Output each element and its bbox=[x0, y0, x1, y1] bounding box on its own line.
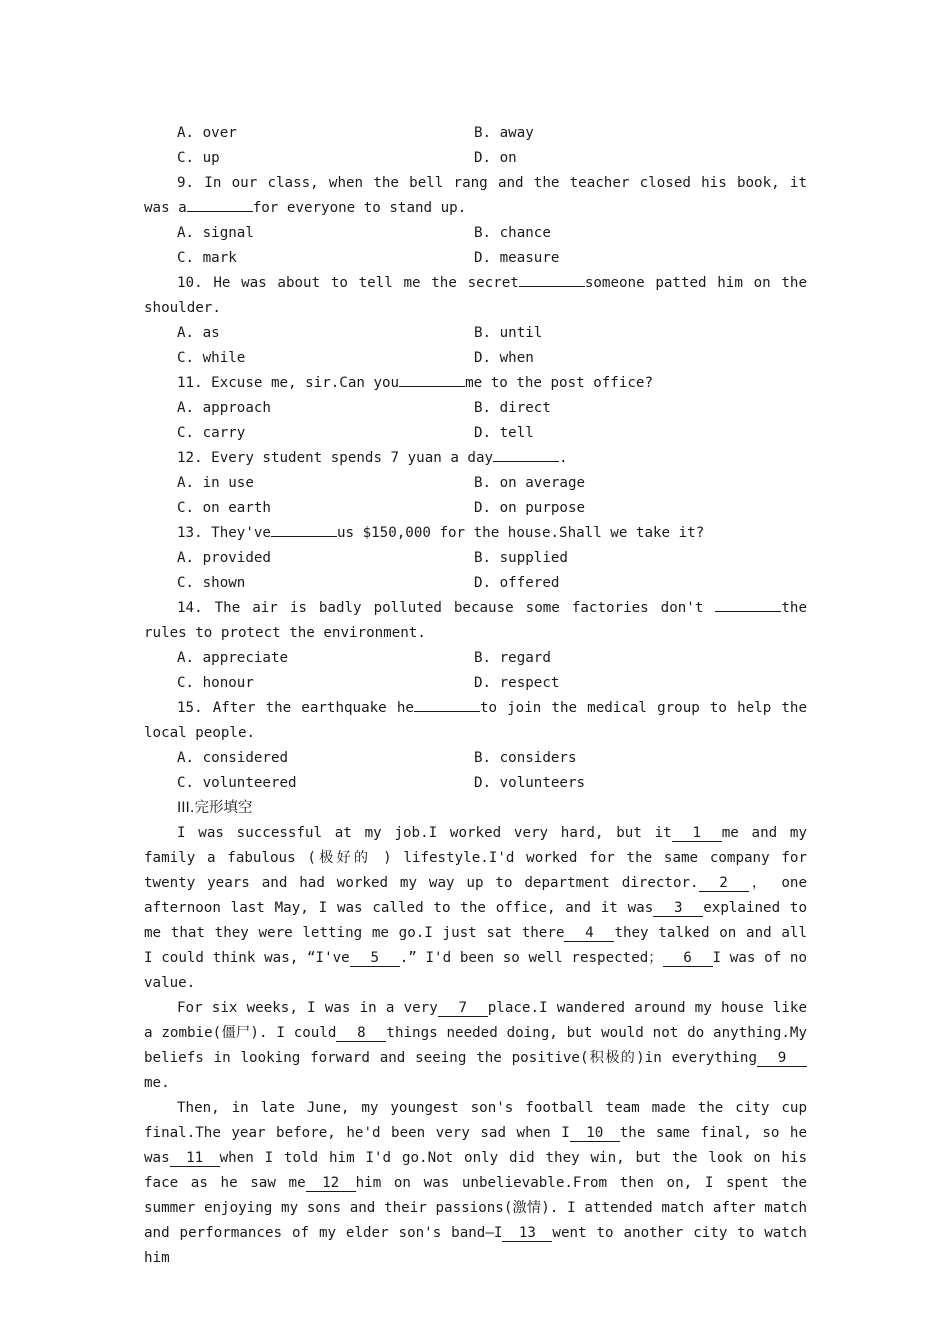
q8-option-d: D. on bbox=[474, 150, 517, 166]
answer-blank[interactable] bbox=[271, 522, 337, 537]
question-12: 12. Every student spends 7 yuan a day . bbox=[144, 446, 807, 471]
q12-options-row-1 bbox=[144, 471, 807, 496]
cloze-blank-2[interactable]: 2 bbox=[699, 875, 749, 892]
q11-options-row-1 bbox=[144, 396, 807, 421]
q14-option-c: C. honour bbox=[177, 675, 254, 691]
q8-options-row-1 bbox=[144, 121, 807, 146]
q9-options-row-1 bbox=[144, 221, 807, 246]
q10-options-row-2 bbox=[144, 346, 807, 371]
answer-blank[interactable] bbox=[399, 372, 465, 387]
q15-option-d: D. volunteers bbox=[474, 775, 586, 791]
q15-option-b: B. considers bbox=[474, 750, 577, 766]
cloze-blank-4[interactable]: 4 bbox=[564, 925, 614, 942]
q11-option-b: B. direct bbox=[474, 400, 551, 416]
question-9: 9. In our class, when the bell rang and the teacher closed his book, it was a for everyone to stand up. bbox=[144, 175, 807, 216]
question-14: 14. The air is badly polluted because some factories don't the rules to protect the environment. bbox=[144, 596, 807, 646]
cloze-paragraph-1: I was successful at my job.I worked very hard, but it 1 me and my family a fabulous (极好的 ) lifestyle.I'd worked for the same company for twenty years and had worked my way up to department director. 2 ， one afternoon last May, I was called to the office, and it was 3 explained to me that they were letting me go.I just sat there 4 they talked on and all I could think was, “I've 5 .” I'd been so well respected； 6 I was of no value. bbox=[144, 825, 807, 991]
q9-options-row-2 bbox=[144, 246, 807, 271]
q13-option-d: D. offered bbox=[474, 575, 560, 591]
q11-option-a: A. approach bbox=[177, 400, 271, 416]
q15-options-row-1 bbox=[144, 746, 807, 771]
answer-blank[interactable] bbox=[715, 597, 781, 612]
q8-option-a: A. over bbox=[177, 125, 237, 141]
q12-options-row-2 bbox=[144, 496, 807, 521]
cloze-blank-7[interactable]: 7 bbox=[438, 1000, 488, 1017]
q14-options-row-1 bbox=[144, 646, 807, 671]
q9-option-c: C. mark bbox=[177, 250, 237, 266]
answer-blank[interactable] bbox=[187, 197, 253, 212]
q10-option-a: A. as bbox=[177, 325, 220, 341]
worksheet-page bbox=[144, 121, 807, 1271]
answer-blank[interactable] bbox=[414, 697, 480, 712]
q15-option-c: C. volunteered bbox=[177, 775, 297, 791]
cloze-blank-8[interactable]: 8 bbox=[336, 1025, 386, 1042]
cloze-blank-6[interactable]: 6 bbox=[663, 950, 713, 967]
question-13: 13. They've us $150,000 for the house.Shall we take it? bbox=[144, 521, 807, 546]
cloze-blank-10[interactable]: 10 bbox=[570, 1125, 620, 1142]
cloze-blank-13[interactable]: 13 bbox=[502, 1225, 552, 1242]
q11-option-d: D. tell bbox=[474, 425, 534, 441]
section-heading: III.完形填空 bbox=[177, 800, 253, 816]
q11-options-row-2 bbox=[144, 421, 807, 446]
q12-option-a: A. in use bbox=[177, 475, 254, 491]
q10-option-c: C. while bbox=[177, 350, 246, 366]
answer-blank[interactable] bbox=[519, 272, 585, 287]
q14-option-d: D. respect bbox=[474, 675, 560, 691]
cloze-blank-5[interactable]: 5 bbox=[350, 950, 400, 967]
q14-options-row-2 bbox=[144, 671, 807, 696]
q14-option-a: A. appreciate bbox=[177, 650, 289, 666]
q11-option-c: C. carry bbox=[177, 425, 246, 441]
q13-option-c: C. shown bbox=[177, 575, 246, 591]
q13-option-a: A. provided bbox=[177, 550, 271, 566]
q10-option-d: D. when bbox=[474, 350, 534, 366]
q12-option-c: C. on earth bbox=[177, 500, 271, 516]
answer-blank[interactable] bbox=[493, 447, 559, 462]
q9-option-d: D. measure bbox=[474, 250, 560, 266]
cloze-blank-1[interactable]: 1 bbox=[672, 825, 722, 842]
q15-option-a: A. considered bbox=[177, 750, 289, 766]
q13-option-b: B. supplied bbox=[474, 550, 568, 566]
q14-option-b: B. regard bbox=[474, 650, 551, 666]
cloze-blank-11[interactable]: 11 bbox=[170, 1150, 220, 1167]
cloze-blank-3[interactable]: 3 bbox=[653, 900, 703, 917]
cloze-blank-12[interactable]: 12 bbox=[306, 1175, 356, 1192]
q12-option-b: B. on average bbox=[474, 475, 586, 491]
cloze-blank-9[interactable]: 9 bbox=[757, 1050, 807, 1067]
q9-option-b: B. chance bbox=[474, 225, 551, 241]
q8-option-c: C. up bbox=[177, 150, 220, 166]
cloze-paragraph-3: Then, in late June, my youngest son's football team made the city cup final.The year before, he'd been very sad when I 10 the same final, so he was 11 when I told him I'd go.Not only did they win, but the look on his face as he saw me 12 him on was unbelievable.From then on, I spent the summer enjoying my sons and their passions(激情). I attended match after match and performances of my elder son's band—I 13 went to another city to watch him bbox=[144, 1100, 807, 1266]
q8-options-row-2 bbox=[144, 146, 807, 171]
q15-options-row-2 bbox=[144, 771, 807, 796]
q12-option-d: D. on purpose bbox=[474, 500, 586, 516]
question-15: 15. After the earthquake he to join the medical group to help the local people. bbox=[144, 696, 807, 746]
question-11: 11. Excuse me, sir.Can you me to the post office? bbox=[144, 371, 807, 396]
q10-options-row-1 bbox=[144, 321, 807, 346]
q9-option-a: A. signal bbox=[177, 225, 254, 241]
question-10: 10. He was about to tell me the secret someone patted him on the shoulder. bbox=[144, 271, 807, 321]
q13-options-row-2 bbox=[144, 571, 807, 596]
q13-options-row-1 bbox=[144, 546, 807, 571]
cloze-paragraph-2: For six weeks, I was in a very 7 place.I wandered around my house like a zombie(僵尸). I could 8 things needed doing, but would not do anything.My beliefs in looking forward and seeing the positive(积极的)in everything 9me. bbox=[144, 1000, 807, 1091]
q8-option-b: B. away bbox=[474, 125, 534, 141]
q10-option-b: B. until bbox=[474, 325, 543, 341]
